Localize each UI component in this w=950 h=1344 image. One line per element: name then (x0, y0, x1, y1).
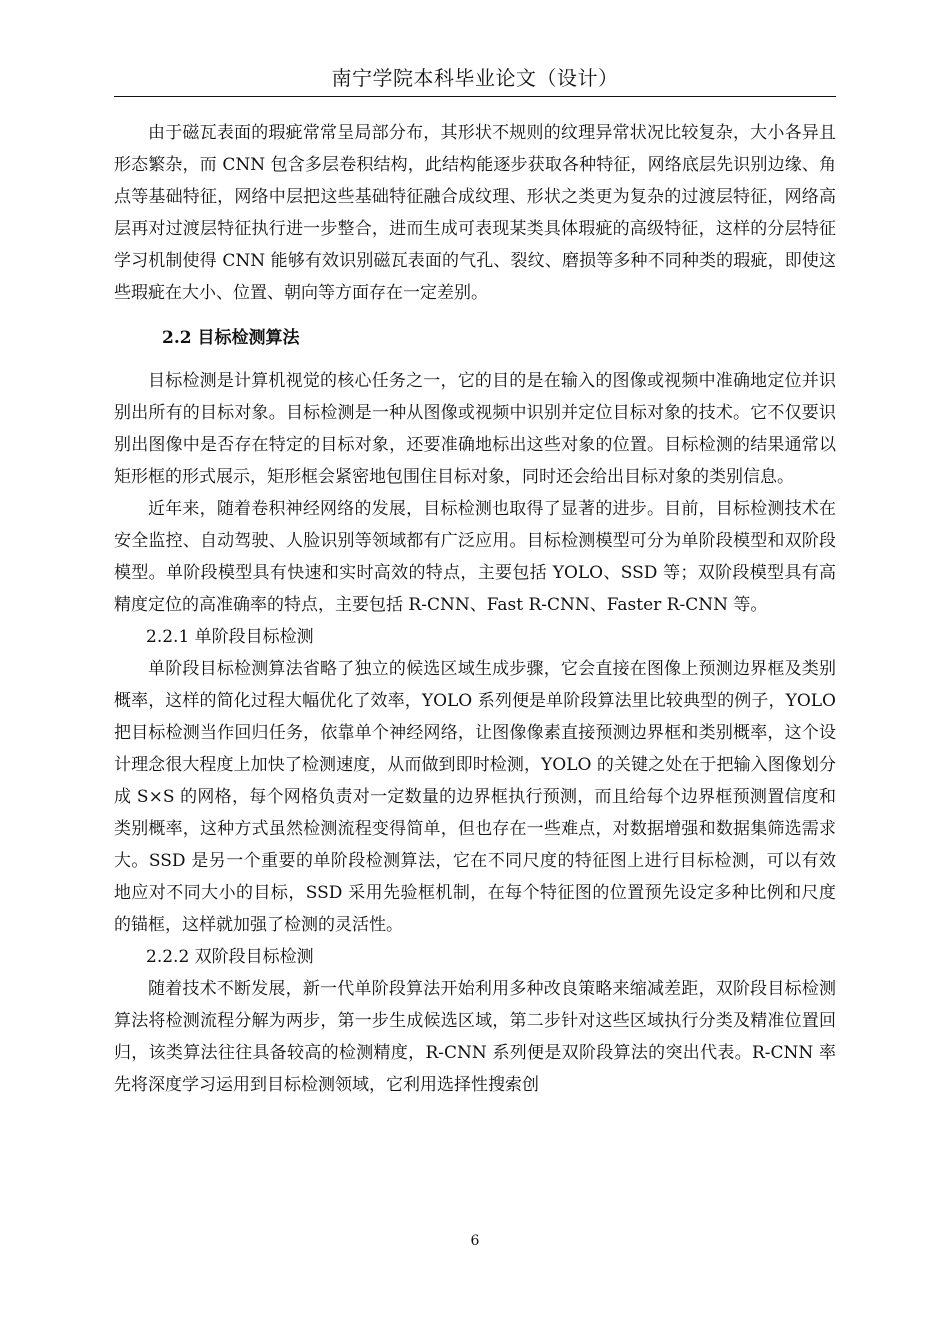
paragraph-2-2-2: 随着技术不断发展，新一代单阶段算法开始利用多种改良策略来缩减差距，双阶段目标检测算法将检测流程分解为两步，第一步生成候选区域，第二步针对这些区域执行分类及精准位置回归，该类算法往往具备较高的检测精度，R-CNN 系列便是双阶段算法的突出代表。R-CNN 率先将深度学习运用到目标检测领域，它利用选择性搜索创 (114, 979, 836, 1095)
paragraph-intro: 由于磁瓦表面的瑕疵常常呈局部分布，其形状不规则的纹理异常状况比较复杂，大小各异且形态繁杂，而 CNN 包含多层卷积结构，此结构能逐步获取各种特征，网络底层先识别边缘、角点等基础特征，网络中层把这些基础特征融合成纹理、形状之类更为复杂的过渡层特征，网络高层再对过渡层特征执行进一步整合，进而生成可表现某类具体瑕疵的高级特征，这样的分层特征学习机制使得 CNN 能够有效识别磁瓦表面的气孔、裂纹、磨损等多种不同种类的瑕疵，即使这些瑕疵在大小、位置、朝向等方面存在一定差别。 (114, 123, 836, 303)
running-header: 南宁学院本科毕业论文（设计） (331, 66, 619, 90)
page-number: 6 (470, 1233, 480, 1249)
subsection-heading-2-2-2: 2.2.2 双阶段目标检测 (146, 947, 314, 967)
paragraph-2-2-1: 单阶段目标检测算法省略了独立的候选区域生成步骤，它会直接在图像上预测边界框及类别概率，这样的简化过程大幅优化了效率，YOLO 系列便是单阶段算法里比较典型的例子，YOLO 把目标检测当作回归任务，依靠单个神经网络，让图像像素直接预测边界框和类别概率，这个设计理念很大程度上加快了检测速度，从而做到即时检测，YOLO 的关键之处在于把输入图像划分成 S×S 的网格，每个网格负责对一定数量的边界框执行预测，而且给每个边界框预测置信度和类别概率，这种方式虽然检测流程变得简单，但也存在一些难点，对数据增强和数据集筛选需求大。SSD 是另一个重要的单阶段检测算法，它在不同尺度的特征图上进行目标检测，可以有效地应对不同大小的目标，SSD 采用先验框机制，在每个特征图的位置预先设定多种比例和尺度的锚框，这样就加强了检测的灵活性。 (114, 659, 836, 935)
subsection-heading-2-2-1: 2.2.1 单阶段目标检测 (146, 627, 314, 647)
body-text (114, 117, 836, 1101)
paragraph-2-2-b: 近年来，随着卷积神经网络的发展，目标检测也取得了显著的进步。目前，目标检测技术在安全监控、自动驾驶、人脸识别等领域都有广泛应用。目标检测模型可分为单阶段模型和双阶段模型。单阶段模型具有快速和实时高效的特点，主要包括 YOLO、SSD 等；双阶段模型具有高精度定位的高准确率的特点，主要包括 R-CNN、Fast R-CNN、Faster R-CNN 等。 (114, 499, 836, 615)
paragraph-2-2-a: 目标检测是计算机视觉的核心任务之一，它的目的是在输入的图像或视频中准确地定位并识别出所有的目标对象。目标检测是一种从图像或视频中识别并定位目标对象的技术。它不仅要识别出图像中是否存在特定的目标对象，还要准确地标出这些对象的位置。目标检测的结果通常以矩形框的形式展示，矩形框会紧密地包围住目标对象，同时还会给出目标对象的类别信息。 (114, 371, 836, 487)
section-heading-2-2: 2.2 目标检测算法 (162, 328, 300, 348)
header-divider (114, 96, 836, 97)
